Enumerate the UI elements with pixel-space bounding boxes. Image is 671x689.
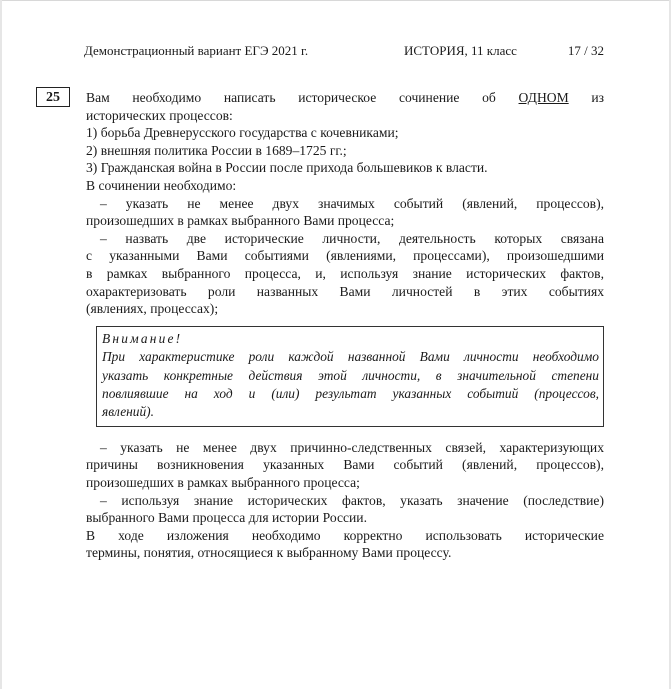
page-header: [84, 43, 604, 59]
requirement-line: (явлениях, процессах);: [86, 301, 219, 317]
header-page-number: 17 / 32: [567, 43, 604, 58]
requirement-line: выбранного Вами процесса для истории России.: [86, 510, 367, 526]
task-intro-line-2: исторических процессов:: [86, 107, 233, 123]
task-content: [86, 89, 604, 562]
intro-text: Вам необходимо написать историческое сочинение об: [86, 90, 496, 105]
header-exam-title: Демонстрационный вариант ЕГЭ 2021 г.: [84, 43, 309, 58]
requirement-line: – указать не менее двух значимых событий (явлений, процессов),: [100, 195, 604, 211]
task-intro-line: [86, 89, 604, 107]
closing-line: В ходе изложения необходимо корректно использовать исторические: [86, 527, 604, 543]
notice-title: Внимание!: [102, 330, 183, 346]
option-item: 1) борьба Древнерусского государства с кочевниками;: [86, 125, 399, 141]
notice-line: При характеристике роли каждой названной Вами личности необходимо: [102, 349, 599, 365]
requirement-line: – указать не менее двух причинно-следственных связей, характеризующих: [100, 439, 604, 455]
requirement-line: охарактеризовать роли названных Вами личностей в этих событиях: [86, 283, 604, 299]
requirement-line: произошедших в рамках выбранного процесса;: [86, 474, 360, 490]
requirement-line: – используя знание исторических фактов, указать значение (последствие): [100, 492, 604, 508]
requirement-line: произошедших в рамках выбранного Вами процесса;: [86, 213, 395, 229]
requirements-heading: В сочинении необходимо:: [86, 177, 237, 193]
notice-line: повлиявшие на ход и (или) результат указанных событий (процессов,: [102, 385, 599, 401]
intro-text-end: из: [591, 90, 605, 105]
requirement-line: – назвать две исторические личности, деятельность которых связана: [100, 230, 604, 246]
task-number-box: 25: [36, 87, 70, 107]
option-item: 3) Гражданская война в России после прихода большевиков к власти.: [86, 160, 488, 176]
header-subject: ИСТОРИЯ, 11 класс: [404, 43, 517, 58]
notice-line: указать конкретные действия этой личности, в значительной степени: [102, 367, 599, 383]
notice-line: явлений).: [102, 404, 154, 420]
notice-box: [96, 326, 604, 427]
option-item: 2) внешняя политика России в 1689–1725 гг.;: [86, 142, 347, 158]
requirement-line: с указанными Вами событиями (явлениями, процессами), произошедшими: [86, 248, 604, 264]
page-left-edge: [0, 0, 2, 689]
intro-emphasis: ОДНОМ: [518, 90, 569, 105]
requirement-line: в рамках выбранного процесса, и, используя знание исторических фактов,: [86, 265, 604, 281]
page-top-edge: [0, 0, 671, 3]
closing-line: термины, понятия, относящиеся к выбранному Вами процессу.: [86, 545, 452, 561]
requirement-line: причины возникновения указанных Вами событий (явлений, процессов),: [86, 457, 604, 473]
